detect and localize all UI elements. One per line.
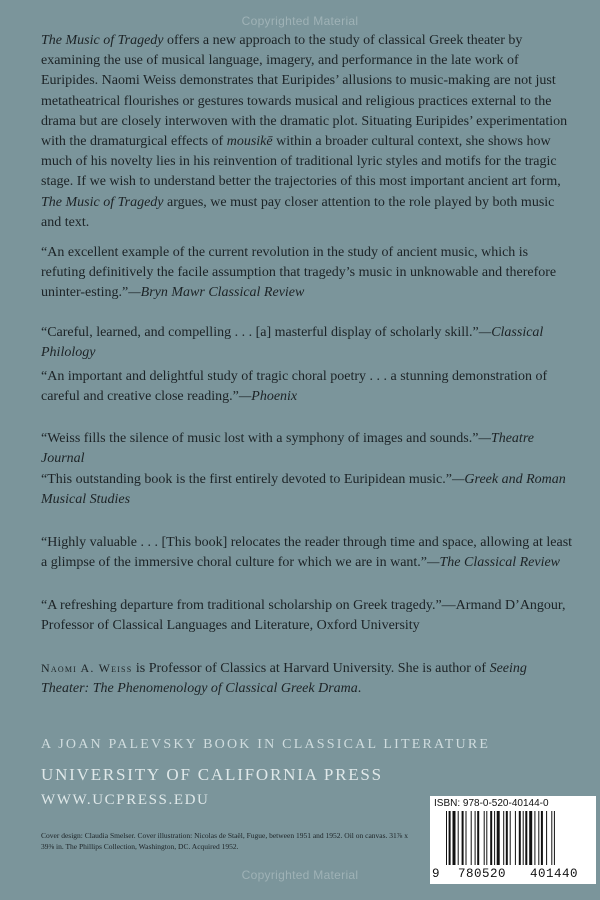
publisher-url[interactable]: WWW.UCPRESS.EDU: [41, 792, 210, 808]
publisher-name: UNIVERSITY OF CALIFORNIA PRESS: [41, 765, 383, 784]
quote-source: —Phoenix: [238, 389, 298, 405]
book-title: The Music of Tragedy: [41, 194, 164, 210]
barcode-bars-icon: [446, 811, 586, 867]
quote-text: “A refreshing departure from traditional scholarship on Greek tragedy.”: [41, 598, 442, 613]
book-description: [41, 31, 574, 233]
series-name: A JOAN PALEVSKY BOOK IN CLASSICAL LITERATURE: [41, 737, 491, 752]
cover-credits: Cover design: Claudia Smelser. Cover illustration: Nicolas de Staël, Fugue, between 1951 and 1952. Oil on canvas. 31⅞ x 39⅜ in. The Phillips Collection, Washington, DC. Acquired 1952.: [41, 831, 409, 851]
quote-text: “Careful, learned, and compelling . . . [a] masterful display of scholarly skill.”: [41, 325, 479, 340]
quote-text: “Highly valuable . . . [This book] relocates the reader through time and space, allowing at least a glimpse of the immersive choral culture for which we are in want.”: [41, 535, 573, 571]
book-title: The Music of Tragedy: [41, 33, 164, 48]
review-quote: [41, 596, 574, 636]
review-quote: [41, 243, 574, 304]
barcode-digit-lead: 9: [432, 867, 441, 881]
quote-text: “Weiss fills the silence of music lost with a symphony of images and sounds.”: [41, 431, 479, 446]
review-quote: [41, 470, 574, 510]
author-name: Naomi A. Weiss: [41, 661, 133, 675]
quote-source: —Greek and Roman Musical Studies: [41, 472, 566, 508]
review-quote: [41, 429, 574, 469]
quote-source: —Armand D’Angour, Professor of Classical Languages and Literature, Oxford University: [41, 598, 566, 634]
watermark-top: Copyrighted Material: [241, 14, 359, 28]
quote-source: —Classical Philology: [41, 325, 544, 361]
quote-text: “An excellent example of the current revolution in the study of ancient music, which is refuting definitively the facile assumption that tragedy’s music in unknowable and therefore uninter-esting.”: [41, 245, 557, 301]
bio-end: .: [357, 681, 362, 697]
review-quote: [41, 367, 574, 407]
quote-text: “An important and delightful study of tragic choral poetry . . . a stunning demonstration of careful and creative close reading.”: [41, 369, 548, 405]
review-quote: [41, 533, 574, 573]
quote-text: “This outstanding book is the first entirely devoted to Euripidean music.”: [41, 472, 452, 487]
quote-source: —Bryn Mawr Classical Review: [128, 285, 305, 301]
term-mousike: mousikē: [226, 134, 273, 150]
author-bio: [41, 658, 574, 699]
watermark-bottom: Copyrighted Material: [241, 868, 359, 882]
quote-source: —The Classical Review: [427, 555, 561, 571]
description-text: within a broader cultural context, she shows how much of his novelty lies in his reinvention of traditional lyric styles and motifs for the tragic stage. If we wish to understand better the trajectories of this most important ancient art form,: [41, 134, 561, 190]
description-text: argues, we must pay closer attention to the role played by both music and text.: [41, 194, 555, 230]
barcode-digits-left: 780520: [457, 867, 506, 881]
isbn-label: ISBN: 978-0-520-40144-0: [434, 798, 549, 809]
quote-source: —Theatre Journal: [41, 431, 534, 467]
description-text: offers a new approach to the study of classical Greek theater by examining the use of musical language, imagery, and performance in the late work of Euripides. Naomi Weiss demonstrates that Euripides’ allusions to music-making are not just metatheatrical flourishes or gestures towards musical and religious practices external to the drama but are closely interwoven with the dramatic plot. Situating Euripides’ experimentation with the dramaturgical effects of: [41, 33, 568, 150]
bio-text: is Professor of Classics at Harvard University. She is author of: [132, 661, 490, 676]
barcode-digits-right: 401440: [529, 867, 578, 881]
other-book-title: Seeing Theater: The Phenomenology of Classical Greek Drama: [41, 661, 527, 697]
review-quote: [41, 323, 574, 363]
